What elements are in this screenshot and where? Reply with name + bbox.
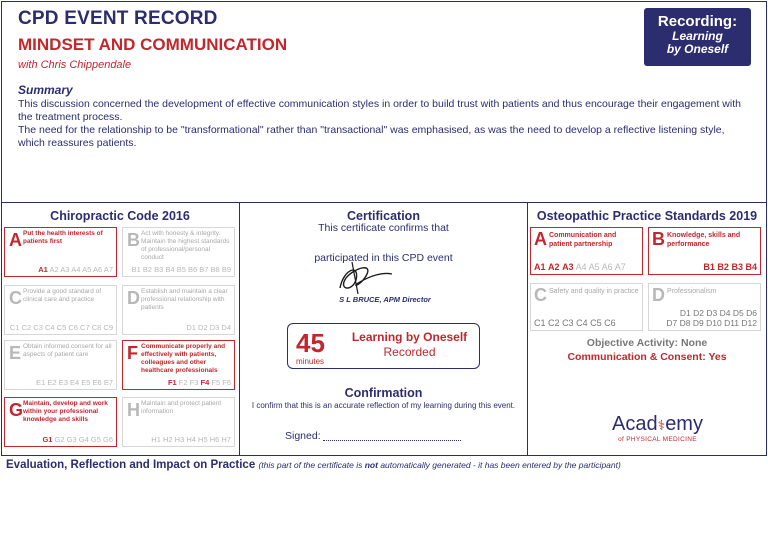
osteo-tile-b (648, 227, 761, 275)
code-g2: G2 (54, 435, 65, 444)
code-e2: E2 (47, 378, 57, 387)
tile-codes-row-1 (652, 308, 757, 318)
code-c7: C7 (80, 323, 90, 332)
communication-consent (528, 351, 766, 363)
code-b3: B3 (731, 262, 743, 272)
tile-codes (151, 435, 231, 444)
tile-description: Communicate properly and effectively with patients, colleagues and other healthcare professionals (141, 343, 226, 374)
tile-letter: B (652, 229, 665, 249)
code-a1: A1 (38, 265, 48, 274)
code-d12: D12 (741, 318, 757, 328)
code-a4: A4 (575, 262, 587, 272)
page-title: CPD EVENT RECORD (18, 8, 218, 29)
chiro-tile-b (122, 227, 235, 277)
tile-letter: G (9, 400, 24, 420)
logo-staff-icon: ⚕ (657, 417, 666, 433)
tile-codes (534, 318, 639, 328)
code-a3: A3 (562, 262, 574, 272)
evaluation-note (258, 460, 620, 470)
tile-letter: E (9, 343, 22, 363)
code-c3: C3 (562, 318, 574, 328)
consent-label: Communication & Consent: (567, 351, 706, 363)
code-c5: C5 (56, 323, 67, 332)
code-d3: D3 (209, 323, 220, 332)
code-h6: H6 (209, 435, 220, 444)
summary-paragraph-1: This discussion concerned the development of effective communication styles in order to build trust with patients and thus encourage their engagement with the treatment process. (18, 98, 741, 123)
code-c1: C1 (9, 323, 20, 332)
objective-activity-label: Objective Activity: (586, 337, 679, 349)
code-c5: C5 (590, 318, 602, 328)
tile-description: Establish and maintain a clear professional relationship with patients (141, 288, 228, 311)
logo-wordmark (600, 413, 715, 436)
code-g5: G5 (90, 435, 101, 444)
code-b3: B3 (154, 265, 164, 274)
tile-letter: C (9, 288, 22, 308)
code-b4: B4 (165, 265, 175, 274)
signature-icon (330, 258, 400, 298)
code-d1: D1 (679, 308, 691, 318)
code-d2: D2 (198, 323, 208, 332)
certification-line-2: participated in this CPD event (314, 252, 453, 264)
code-a2: A2 (49, 265, 59, 274)
code-d2: D2 (693, 308, 704, 318)
code-h3: H3 (174, 435, 185, 444)
code-d9: D9 (692, 318, 704, 328)
code-d7: D7 (666, 318, 678, 328)
code-c8: C8 (91, 323, 102, 332)
code-c4: C4 (44, 323, 55, 332)
code-c1: C1 (534, 318, 546, 328)
tile-letter: H (127, 400, 140, 420)
event-title: MINDSET AND COMMUNICATION (18, 35, 288, 54)
logo-subtitle: of PHYSICAL MEDICINE (618, 436, 697, 443)
code-c6: C6 (68, 323, 78, 332)
code-g4: G4 (78, 435, 89, 444)
code-a5: A5 (588, 262, 600, 272)
code-g6: G6 (102, 435, 113, 444)
tile-description: Professionalism (667, 288, 717, 295)
code-b5: B5 (176, 265, 186, 274)
tile-description: Maintain and protect patient information (141, 400, 222, 415)
evaluation-footer (6, 459, 621, 471)
certification-line-1: This certificate confirms that (318, 222, 449, 234)
tile-codes (10, 323, 113, 332)
code-d11: D11 (724, 318, 740, 328)
tile-letter: A (9, 230, 22, 250)
code-e7: E7 (103, 378, 113, 387)
code-f5: F5 (211, 378, 221, 387)
record-type: Learning by Oneself (351, 330, 468, 344)
tile-letter: A (534, 229, 547, 249)
osteo-tile-d (648, 283, 761, 331)
confirmation-heading: Confirmation (344, 386, 423, 400)
logo-word-part-1: Acad (612, 413, 658, 435)
tile-codes (42, 435, 113, 444)
tile-letter: D (127, 288, 140, 308)
code-a2: A2 (548, 262, 560, 272)
code-b2: B2 (142, 265, 153, 274)
tile-codes (186, 323, 231, 332)
chiro-code-title: Chiropractic Code 2016 (50, 209, 190, 223)
code-b8: B8 (210, 265, 220, 274)
note-part-2: automatically generated - it has been entered by the participant) (377, 460, 621, 470)
tile-codes (132, 265, 231, 274)
chiro-tile-d (122, 285, 235, 335)
badge-type-line1: Learning (672, 29, 723, 43)
code-a4: A4 (71, 265, 81, 274)
code-b1: B1 (703, 262, 715, 272)
code-g1: G1 (42, 435, 53, 444)
code-a7: A7 (614, 262, 626, 272)
code-d6: D6 (746, 308, 757, 318)
summary-heading: Summary (18, 83, 73, 97)
note-bold: not (364, 460, 378, 470)
section-divider (1, 202, 767, 203)
code-e6: E6 (92, 378, 102, 387)
code-c9: C9 (103, 323, 113, 332)
code-a1: A1 (534, 262, 546, 272)
chiro-tile-f (122, 340, 235, 390)
tile-codes (168, 378, 231, 387)
code-b2: B2 (717, 262, 729, 272)
badge-type-line2: by Oneself (666, 42, 729, 56)
objective-activity-value: None (680, 337, 708, 349)
chiro-tile-a (4, 227, 117, 277)
code-c6: C6 (604, 318, 616, 328)
code-b7: B7 (199, 265, 209, 274)
code-b9: B9 (221, 265, 231, 274)
code-d4: D4 (719, 308, 731, 318)
code-d5: D5 (732, 308, 744, 318)
code-d8: D8 (679, 318, 691, 328)
code-c2: C2 (21, 323, 32, 332)
code-g3: G3 (66, 435, 77, 444)
code-h4: H4 (186, 435, 196, 444)
certification-heading: Certification (347, 209, 420, 223)
tile-letter: C (534, 285, 547, 305)
code-a5: A5 (82, 265, 92, 274)
minutes-record-box (287, 323, 480, 369)
code-d1: D1 (186, 323, 196, 332)
code-h5: H5 (198, 435, 208, 444)
code-b6: B6 (187, 265, 198, 274)
osteo-tile-c (530, 283, 643, 331)
chiro-tile-g (4, 397, 117, 447)
minutes-value: 45 (296, 328, 325, 358)
tile-description: Obtain informed consent for all aspects of patient care (23, 343, 112, 358)
record-status: Recorded (383, 345, 436, 359)
academy-logo (600, 413, 715, 443)
tile-description: Communication and patient partnership (549, 232, 617, 248)
code-d10: D10 (706, 318, 722, 328)
recording-badge (644, 8, 751, 66)
tile-description: Safety and quality in practice (549, 288, 639, 295)
code-e5: E5 (81, 378, 91, 387)
tile-description: Provide a good standard of clinical care and practice (23, 288, 102, 303)
code-c3: C3 (33, 323, 43, 332)
tile-description: Maintain, develop and work within your professional knowledge and skills (23, 400, 108, 423)
code-f3: F3 (189, 378, 199, 387)
column-divider-right (527, 202, 528, 456)
tile-letter: B (127, 230, 140, 250)
code-a6: A6 (92, 265, 103, 274)
code-d4: D4 (221, 323, 231, 332)
badge-label: Recording: (657, 13, 738, 30)
code-f1: F1 (167, 378, 177, 387)
code-f6: F6 (222, 378, 231, 387)
osteo-standards-title: Osteopathic Practice Standards 2019 (536, 209, 758, 223)
tile-codes (36, 378, 113, 387)
code-h2: H2 (162, 435, 173, 444)
chiro-tile-e (4, 340, 117, 390)
tile-codes-row-2 (652, 318, 757, 328)
code-a3: A3 (60, 265, 70, 274)
confirmation-text: I confirm that this is an accurate reflection of my learning during this event. (251, 401, 516, 410)
tile-description: Act with honesty & integrity. Maintain the highest standards of professional/personal conduct (141, 230, 230, 261)
code-f2: F2 (178, 378, 188, 387)
code-c2: C2 (548, 318, 560, 328)
tile-letter: F (127, 343, 138, 363)
signed-label: Signed: (285, 430, 321, 442)
osteo-tile-a (530, 227, 643, 275)
code-d3: D3 (706, 308, 718, 318)
code-h1: H1 (151, 435, 161, 444)
minutes-label: minutes (296, 357, 325, 366)
code-c4: C4 (576, 318, 588, 328)
note-part-1: (this part of the certificate is (258, 460, 365, 470)
consent-value: Yes (708, 351, 727, 363)
evaluation-heading: Evaluation, Reflection and Impact on Practice (6, 459, 256, 471)
tile-letter: D (652, 285, 665, 305)
code-a6: A6 (601, 262, 613, 272)
tile-description: Put the health interests of patients first (23, 230, 103, 245)
column-divider-left (239, 202, 240, 456)
summary-paragraph-2: The need for the relationship to be "transformational" rather than "transactional" was emphasised, as was the need to develop a reflective listening style, which reassures patients. (18, 124, 725, 149)
signatory: S L BRUCE, APM Director (339, 295, 431, 304)
presenter: with Chris Chippendale (18, 59, 132, 71)
chiro-tile-c (4, 285, 117, 335)
code-e1: E1 (36, 378, 46, 387)
code-b1: B1 (131, 265, 141, 274)
tile-codes (652, 262, 757, 272)
code-b4: B4 (745, 262, 757, 272)
logo-word-part-2: emy (665, 413, 703, 435)
tile-codes (38, 265, 113, 274)
code-a7: A7 (103, 265, 113, 274)
tile-description: Knowledge, skills and performance (667, 232, 741, 248)
code-h7: H7 (221, 435, 231, 444)
code-e3: E3 (58, 378, 68, 387)
code-f4: F4 (200, 378, 210, 387)
tile-codes (534, 262, 639, 272)
signature-line[interactable] (323, 440, 461, 441)
objective-activity (528, 337, 766, 349)
chiro-tile-h (122, 397, 235, 447)
code-e4: E4 (69, 378, 80, 387)
